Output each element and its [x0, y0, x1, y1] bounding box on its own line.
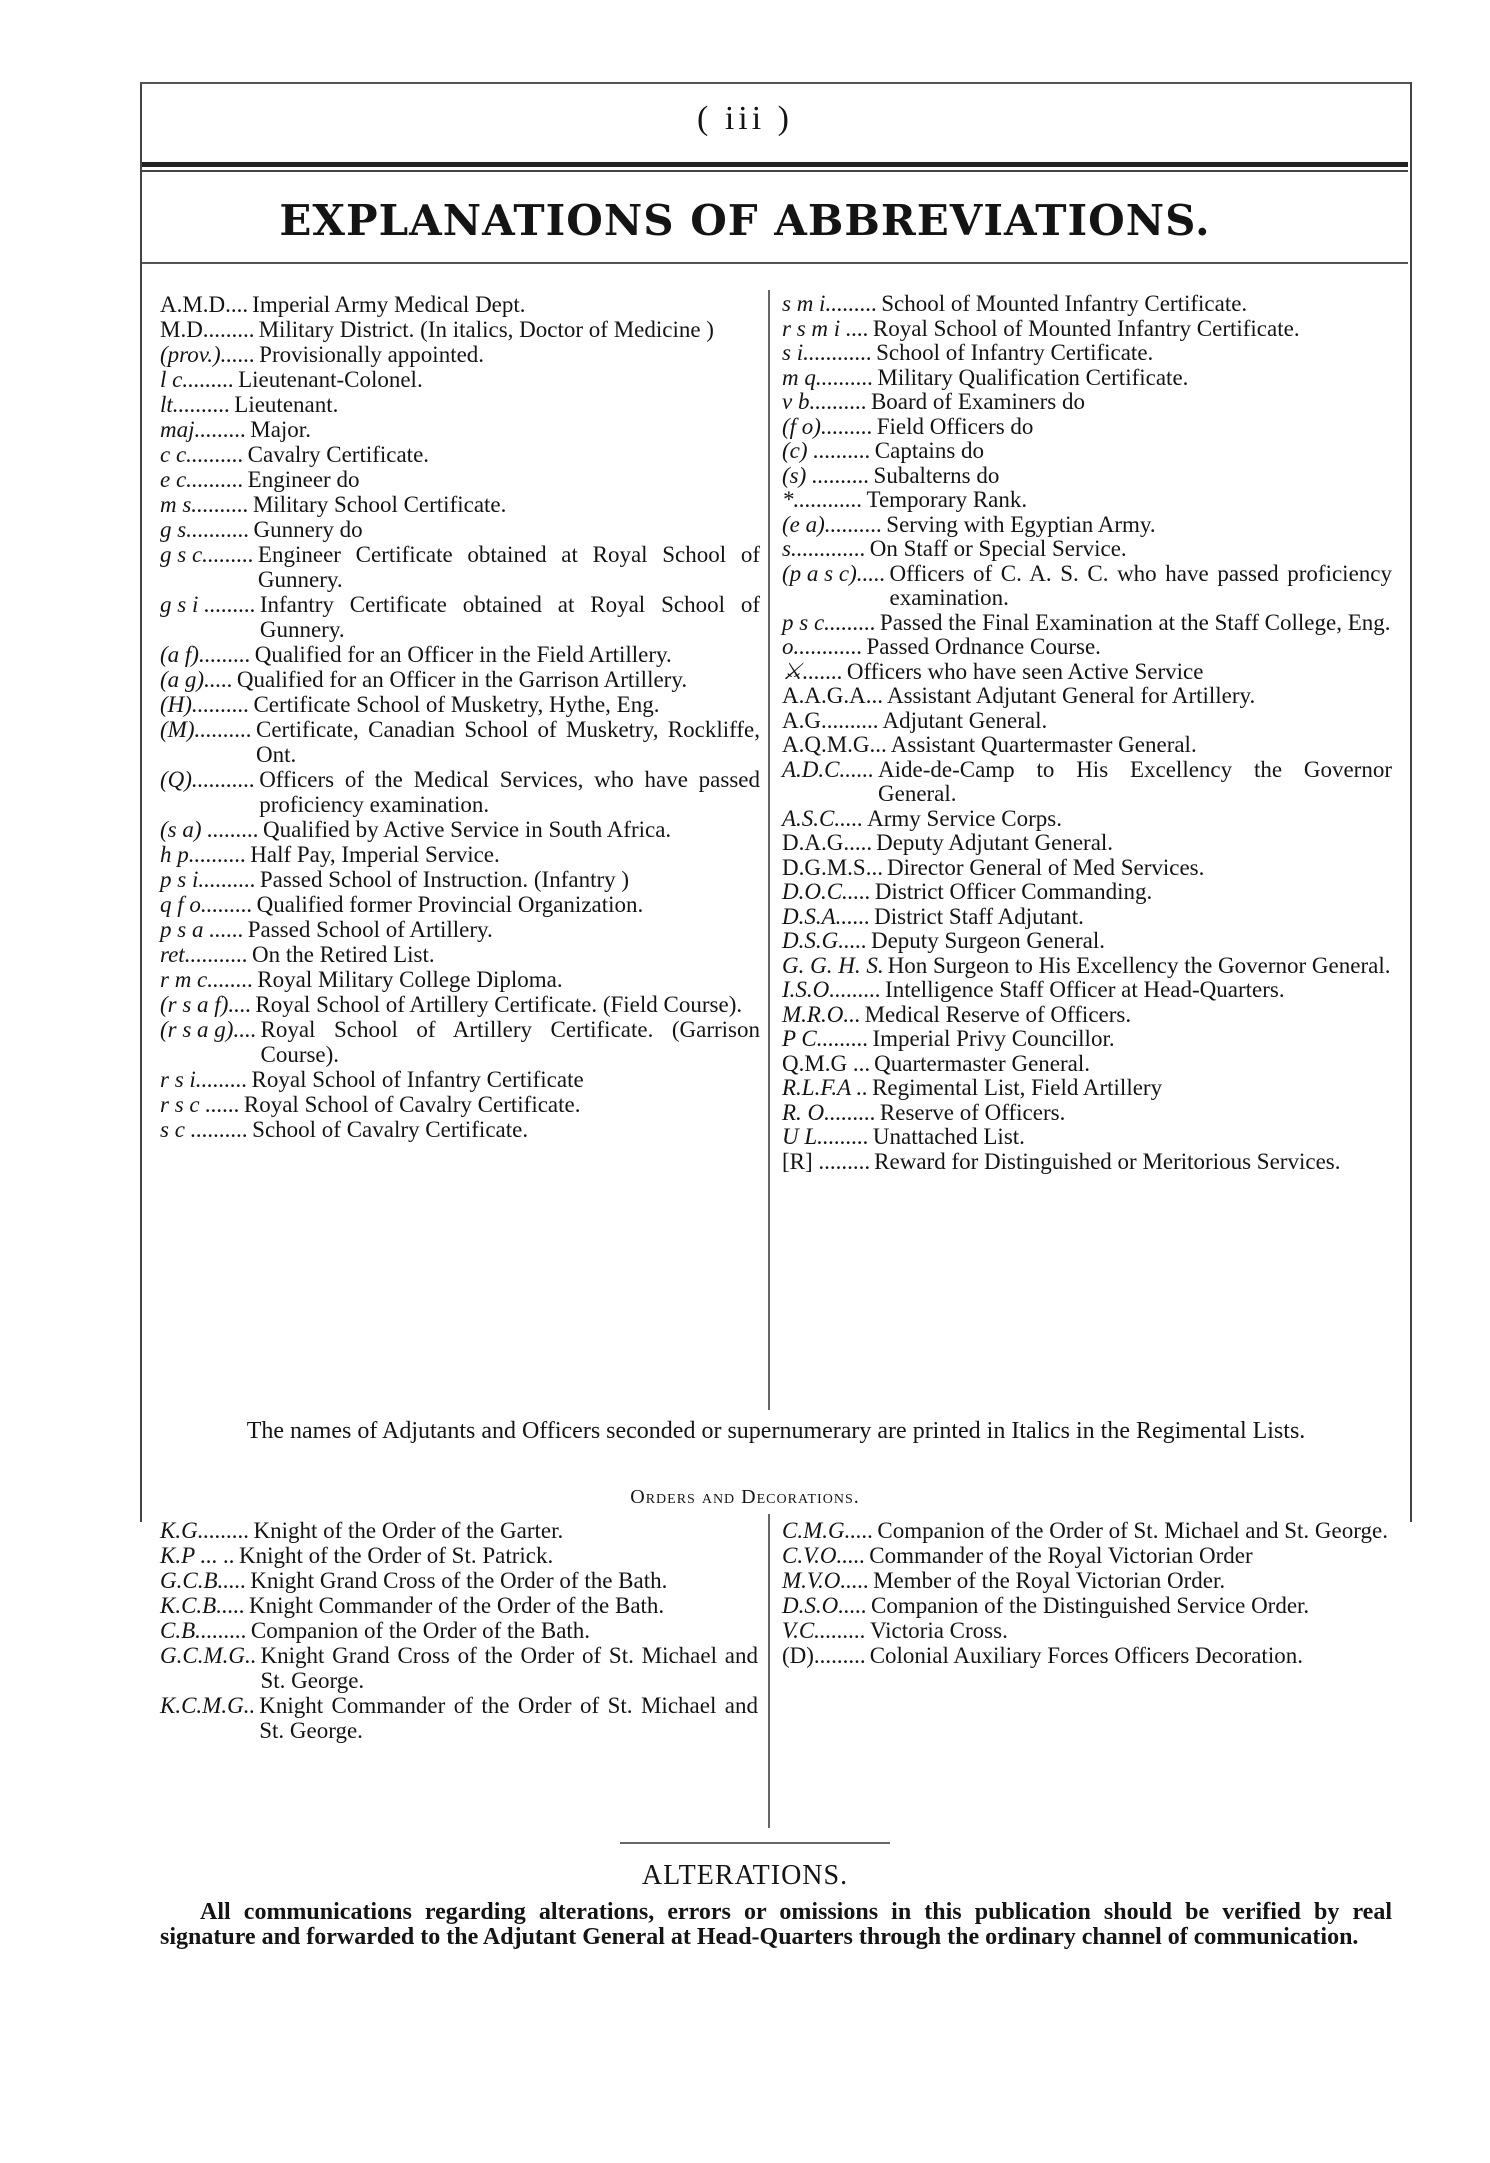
orders-left-column — [160, 1518, 758, 1743]
abbreviation: (s a) ......... — [160, 817, 260, 842]
abbreviation: g s........... — [160, 517, 250, 542]
abbreviation: g s c......... — [160, 542, 254, 567]
definition: Royal School of Artillery Certificate. (Field Course). — [255, 992, 743, 1017]
abbreviation-entry — [782, 439, 1392, 464]
definition: Member of the Royal Victorian Order. — [873, 1568, 1226, 1593]
abbreviation: s c .......... — [160, 1117, 249, 1142]
abbreviation: (e a).......... — [782, 511, 883, 537]
abbreviation: m s.......... — [160, 492, 249, 517]
abbreviation-entry — [160, 992, 760, 1017]
abbreviation-entry — [160, 592, 760, 642]
abbreviation: s m i......... — [782, 291, 878, 316]
abbreviation-entry — [782, 366, 1392, 391]
abbreviation: (D)......... — [782, 1643, 866, 1668]
abbreviation: l c......... — [160, 367, 235, 392]
abbreviation: M.D......... — [160, 317, 255, 342]
order-entry — [782, 1543, 1392, 1568]
abbreviation-entry — [782, 807, 1392, 832]
definition: Victoria Cross. — [869, 1618, 1008, 1643]
definition: School of Cavalry Certificate. — [252, 1117, 529, 1142]
abbreviation: s i............ — [782, 340, 873, 365]
abbreviation: R.L.F.A .. — [782, 1075, 869, 1100]
definition: Medical Reserve of Officers. — [864, 1001, 1132, 1027]
abbreviation-entry — [782, 709, 1392, 734]
definition: Military School Certificate. — [252, 492, 507, 517]
abbreviation: ⚔....... — [782, 658, 843, 684]
abbreviation-entry — [160, 367, 760, 392]
definition: Quartermaster General. — [874, 1050, 1090, 1076]
abbreviation: o............ — [782, 634, 863, 659]
title-rule — [142, 262, 1408, 264]
definition: Infantry Certificate obtained at Royal School of Gunnery. — [259, 592, 760, 642]
definition: Subalterns do — [873, 462, 1000, 488]
definition: Aide-de-Camp to His Excellency the Governor General. — [878, 756, 1392, 806]
abbreviation-entry — [160, 342, 760, 367]
definition: Military District. (In italics, Doctor of Medicine ) — [258, 317, 714, 342]
abbreviation: (p a s c)..... — [782, 560, 886, 586]
abbreviation-entry — [782, 660, 1392, 685]
abbreviation-entry — [160, 767, 760, 817]
header-rule-thick — [142, 162, 1408, 167]
abbreviations-left-column — [160, 292, 760, 1142]
order-entry — [160, 1593, 758, 1618]
definition: District Officer Commanding. — [874, 879, 1153, 904]
abbreviation-entry — [160, 317, 760, 342]
abbreviation-entry — [782, 880, 1392, 905]
alterations-text: All communications regarding alterations, errors or omissions in this publication should be verified by real signature and forwarded to the Adjutant General at Head-Quarters through the ordinary channel of communication. — [160, 1899, 1392, 1950]
definition: Unattached List. — [872, 1124, 1025, 1149]
definition: Regimental List, Field Artillery — [872, 1075, 1163, 1100]
abbreviation-entry — [160, 492, 760, 517]
definition: School of Mounted Infantry Certificate. — [881, 291, 1248, 316]
abbreviation-entry — [782, 1101, 1392, 1126]
abbreviation: e c.......... — [160, 467, 244, 492]
abbreviation: [R] ......... — [782, 1148, 871, 1174]
abbreviation-entry — [160, 867, 760, 892]
definition: Temporary Rank. — [866, 487, 1028, 512]
abbreviation: D.O.C..... — [782, 879, 871, 904]
definition: Certificate School of Musketry, Hythe, Eng. — [253, 692, 660, 717]
abbreviation: K.C.M.G.. — [160, 1693, 256, 1718]
abbreviation: A.S.C..... — [782, 805, 864, 831]
abbreviation-entry — [160, 517, 760, 542]
abbreviation-entry — [160, 467, 760, 492]
abbreviation: (a g)..... — [160, 667, 233, 692]
definition: Cavalry Certificate. — [247, 442, 430, 467]
abbreviation-entry — [160, 967, 760, 992]
definition: Royal School of Infantry Certificate — [251, 1067, 584, 1092]
abbreviation-entry — [160, 292, 760, 317]
abbreviation: Q.M.G ... — [782, 1050, 871, 1076]
abbreviation: r m c........ — [160, 967, 254, 992]
abbreviation-entry — [160, 417, 760, 442]
abbreviation-entry — [160, 842, 760, 867]
definition: Royal School of Artillery Certificate. (Garrison Course). — [260, 1017, 760, 1067]
definition: Royal Military College Diploma. — [257, 967, 563, 992]
abbreviation: c c.......... — [160, 442, 244, 467]
abbreviation: G.C.M.G.. — [160, 1643, 257, 1668]
abbreviation: (Q)........... — [160, 767, 256, 792]
abbreviation: (prov.)...... — [160, 342, 256, 367]
orders-right-column — [782, 1518, 1392, 1668]
definition: Gunnery do — [253, 517, 363, 542]
definition: Imperial Privy Councillor. — [872, 1026, 1115, 1051]
abbreviation-entry — [160, 392, 760, 417]
abbreviations-right-column — [782, 292, 1392, 1174]
abbreviation: (M).......... — [160, 717, 252, 742]
abbreviation-entry — [160, 942, 760, 967]
abbreviation: r s c ...... — [160, 1092, 240, 1117]
definition: Reward for Distinguished or Meritorious Services. — [874, 1148, 1341, 1174]
abbreviation: K.C.B..... — [160, 1593, 245, 1618]
abbreviation: (c) .......... — [782, 438, 871, 463]
abbreviation: D.S.O..... — [782, 1593, 867, 1618]
abbreviation: R. O......... — [782, 1099, 876, 1125]
abbreviation: C.M.G..... — [782, 1518, 874, 1543]
abbreviation-entry — [160, 1117, 760, 1142]
definition: Officers of C. A. S. C. who have passed proficiency examination. — [889, 560, 1392, 610]
definition: Lieutenant. — [234, 392, 339, 417]
abbreviation-entry — [782, 1150, 1392, 1175]
abbreviation: M.V.O..... — [782, 1568, 870, 1593]
abbreviation: s............. — [782, 536, 866, 561]
abbreviation-entry — [782, 905, 1392, 930]
italics-note: The names of Adjutants and Officers seconded or supernumerary are printed in Italics in the Regimental Lists. — [246, 1418, 1306, 1444]
definition: Knight Grand Cross of the Order of the Bath. — [250, 1568, 668, 1593]
abbreviation: (s) .......... — [782, 462, 870, 488]
abbreviation: K.G......... — [160, 1518, 250, 1543]
definition: Deputy Surgeon General. — [870, 928, 1105, 953]
abbreviation: r s m i .... — [782, 315, 869, 341]
definition: Deputy Adjutant General. — [876, 830, 1114, 855]
abbreviation-entry — [160, 817, 760, 842]
abbreviation: D.S.G..... — [782, 928, 867, 953]
definition: Colonial Auxiliary Forces Officers Decoration. — [869, 1643, 1303, 1668]
alterations-rule — [620, 1842, 890, 1844]
abbreviation: D.G.M.S... — [782, 854, 883, 880]
abbreviation: (r s a f).... — [160, 992, 252, 1017]
abbreviation: D.S.A...... — [782, 903, 871, 929]
abbreviation-entry — [782, 1125, 1392, 1150]
definition: Captains do — [874, 438, 985, 463]
orders-heading: Orders and Decorations. — [630, 1486, 860, 1508]
header-rule-thin — [142, 170, 1408, 172]
definition: On the Retired List. — [251, 942, 435, 967]
column-divider — [768, 290, 770, 1410]
definition: Officers who have seen Active Service — [846, 658, 1204, 684]
abbreviation: (H).......... — [160, 692, 250, 717]
abbreviation-entry — [782, 733, 1392, 758]
definition: Officers of the Medical Services, who have passed proficiency examination. — [259, 767, 760, 817]
order-entry — [160, 1543, 758, 1568]
definition: Assistant Adjutant General for Artillery. — [886, 683, 1256, 708]
definition: Engineer Certificate obtained at Royal School of Gunnery. — [257, 542, 760, 592]
abbreviation-entry — [782, 390, 1392, 415]
abbreviation-entry — [782, 856, 1392, 881]
abbreviation: lt.......... — [160, 392, 231, 417]
abbreviation-entry — [160, 917, 760, 942]
abbreviation-entry — [160, 692, 760, 717]
definition: Adjutant General. — [882, 707, 1048, 733]
abbreviation: C.V.O..... — [782, 1543, 866, 1568]
abbreviation-entry — [782, 684, 1392, 709]
abbreviation-entry — [782, 611, 1392, 636]
definition: Royal School of Cavalry Certificate. — [243, 1092, 581, 1117]
abbreviation-entry — [160, 542, 760, 592]
abbreviation: V.C......... — [782, 1618, 866, 1643]
definition: Knight Commander of the Order of the Bath. — [248, 1593, 665, 1618]
definition: District Staff Adjutant. — [874, 903, 1084, 929]
abbreviation: (r s a g).... — [160, 1017, 257, 1042]
abbreviation: M.R.O... — [782, 1001, 861, 1027]
abbreviation: A.M.D.... — [160, 292, 249, 317]
definition: Reserve of Officers. — [879, 1099, 1066, 1125]
orders-column-divider — [768, 1514, 770, 1828]
page-number: ( iii ) — [697, 100, 793, 137]
definition: Intelligence Staff Officer at Head-Quarters. — [885, 977, 1285, 1002]
abbreviation: K.P ... .. — [160, 1543, 235, 1568]
abbreviation-entry — [782, 488, 1392, 513]
definition: Passed School of Instruction. (Infantry ) — [259, 867, 630, 892]
definition: Major. — [250, 417, 311, 442]
definition: Half Pay, Imperial Service. — [250, 842, 500, 867]
abbreviation-entry — [160, 667, 760, 692]
abbreviation-entry — [782, 831, 1392, 856]
abbreviation-entry — [782, 513, 1392, 538]
definition: Hon Surgeon to His Excellency the Governor General. — [887, 952, 1391, 978]
abbreviation-entry — [782, 292, 1392, 317]
abbreviation-entry — [160, 717, 760, 767]
definition: Companion of the Distinguished Service Order. — [870, 1593, 1310, 1618]
abbreviation-entry — [782, 635, 1392, 660]
order-entry — [160, 1568, 758, 1593]
definition: Passed the Final Examination at the Staff College, Eng. — [879, 609, 1391, 635]
order-entry — [160, 1618, 758, 1643]
order-entry — [782, 1568, 1392, 1593]
definition: Qualified for an Officer in the Field Artillery. — [254, 642, 672, 667]
abbreviation-entry — [160, 642, 760, 667]
alterations-title: ALTERATIONS. — [641, 1860, 849, 1891]
definition: Director General of Med Services. — [886, 854, 1205, 880]
abbreviation: q f o......... — [160, 892, 253, 917]
abbreviation: (a f)......... — [160, 642, 251, 667]
definition: Certificate, Canadian School of Musketry, Rockliffe, Ont. — [255, 717, 760, 767]
abbreviation-entry — [160, 442, 760, 467]
abbreviation: G. G. H. S. — [782, 952, 884, 978]
abbreviation: ret........... — [160, 942, 248, 967]
definition: Board of Examiners do — [870, 389, 1085, 414]
abbreviation: A.G.......... — [782, 707, 879, 733]
abbreviation: p s i.......... — [160, 867, 256, 892]
definition: Companion of the Order of St. Michael and St. George. — [877, 1518, 1388, 1543]
abbreviation: G.C.B..... — [160, 1568, 247, 1593]
abbreviation: A.A.G.A... — [782, 683, 883, 708]
abbreviation-entry — [782, 341, 1392, 366]
abbreviation-entry — [782, 1003, 1392, 1028]
abbreviation-entry — [782, 415, 1392, 440]
abbreviation: h p.......... — [160, 842, 247, 867]
abbreviation: maj......... — [160, 417, 247, 442]
definition: Commander of the Royal Victorian Order — [869, 1543, 1253, 1568]
abbreviation: A.Q.M.G... — [782, 732, 887, 757]
abbreviation-entry — [160, 892, 760, 917]
definition: Field Officers do — [876, 413, 1034, 439]
definition: School of Infantry Certificate. — [876, 340, 1154, 365]
abbreviation-entry — [782, 978, 1392, 1003]
abbreviation: p s c......... — [782, 609, 876, 635]
order-entry — [160, 1643, 758, 1693]
abbreviation: A.D.C...... — [782, 756, 874, 782]
definition: Qualified by Active Service in South Africa. — [263, 817, 672, 842]
page-title: EXPLANATIONS OF ABBREVIATIONS. — [279, 196, 1211, 245]
abbreviation-entry — [782, 562, 1392, 611]
abbreviation: P C......... — [782, 1026, 869, 1051]
order-entry — [782, 1643, 1392, 1668]
definition: Serving with Egyptian Army. — [886, 511, 1156, 537]
order-entry — [160, 1693, 758, 1743]
order-entry — [782, 1518, 1392, 1543]
definition: Passed Ordnance Course. — [866, 634, 1101, 659]
abbreviation: m q.......... — [782, 364, 874, 390]
definition: Qualified former Provincial Organization. — [256, 892, 644, 917]
abbreviation-entry — [782, 1052, 1392, 1077]
abbreviation: I.S.O......... — [782, 977, 882, 1002]
definition: Knight of the Order of the Garter. — [253, 1518, 564, 1543]
definition: Army Service Corps. — [867, 805, 1062, 831]
order-entry — [782, 1593, 1392, 1618]
abbreviation-entry — [782, 1027, 1392, 1052]
definition: Lieutenant-Colonel. — [238, 367, 423, 392]
abbreviation: r s i......... — [160, 1067, 248, 1092]
abbreviation: C.B......... — [160, 1618, 247, 1643]
abbreviation: (f o)......... — [782, 413, 873, 439]
definition: Provisionally appointed. — [259, 342, 485, 367]
definition: Military Qualification Certificate. — [877, 364, 1189, 390]
abbreviation: *............ — [782, 487, 863, 512]
abbreviation: U L......... — [782, 1124, 869, 1149]
definition: Assistant Quartermaster General. — [890, 732, 1197, 757]
definition: Qualified for an Officer in the Garrison Artillery. — [236, 667, 688, 692]
definition: Imperial Army Medical Dept. — [252, 292, 526, 317]
definition: Companion of the Order of the Bath. — [250, 1618, 591, 1643]
abbreviation-entry — [782, 1076, 1392, 1101]
order-entry — [160, 1518, 758, 1543]
abbreviation-entry — [782, 537, 1392, 562]
abbreviation-entry — [782, 317, 1392, 342]
abbreviation: p s a ...... — [160, 917, 244, 942]
definition: Knight Grand Cross of the Order of St. Michael and St. George. — [260, 1643, 758, 1693]
top-border — [140, 82, 1410, 84]
definition: Engineer do — [247, 467, 360, 492]
abbreviation-entry — [782, 758, 1392, 807]
abbreviation: D.A.G..... — [782, 830, 873, 855]
definition: Knight of the Order of St. Patrick. — [238, 1543, 554, 1568]
abbreviation-entry — [160, 1017, 760, 1067]
definition: Knight Commander of the Order of St. Michael and St. George. — [259, 1693, 758, 1743]
abbreviation-entry — [160, 1067, 760, 1092]
abbreviation-entry — [782, 929, 1392, 954]
definition: Royal School of Mounted Infantry Certificate. — [872, 315, 1300, 341]
abbreviation: g s i ......... — [160, 592, 256, 617]
abbreviation-entry — [782, 954, 1392, 979]
order-entry — [782, 1618, 1392, 1643]
abbreviation-entry — [782, 464, 1392, 489]
definition: Passed School of Artillery. — [247, 917, 493, 942]
definition: On Staff or Special Service. — [869, 536, 1127, 561]
abbreviation-entry — [160, 1092, 760, 1117]
abbreviation: v b.......... — [782, 389, 867, 414]
